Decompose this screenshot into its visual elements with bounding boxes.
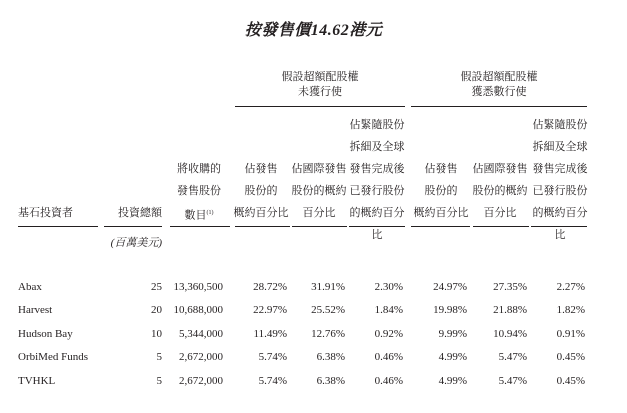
header-shares-line1: 將收購的 xyxy=(177,163,221,175)
header-line: 已發行股份 xyxy=(349,185,405,197)
header-line: 已發行股份 xyxy=(532,185,588,197)
cell-b1: 4.99% xyxy=(438,351,467,363)
cell-shares: 13,360,500 xyxy=(173,281,223,293)
cell-amount: 10 xyxy=(151,328,162,340)
header-rule xyxy=(411,226,470,227)
cell-a2: 6.38% xyxy=(316,375,345,387)
group-header-not-exercised xyxy=(235,70,405,100)
group-header-line1: 假設超額配股權 xyxy=(460,71,538,83)
cell-b1: 4.99% xyxy=(438,375,467,387)
header-line: 發售完成後 xyxy=(532,163,588,175)
cell-a2: 6.38% xyxy=(316,351,345,363)
cell-investor: TVHKL xyxy=(18,375,56,387)
cell-amount: 5 xyxy=(156,375,162,387)
cell-a1: 11.49% xyxy=(253,328,287,340)
cell-a3: 0.46% xyxy=(374,351,403,363)
group-header-line1: 假設超額配股權 xyxy=(281,71,359,83)
header-line: 概約百分比 xyxy=(233,207,289,219)
header-rule xyxy=(104,226,162,227)
header-shares-line3: 數目$^{(1)}$ xyxy=(184,209,214,222)
header-shares-line2: 發售股份 xyxy=(177,185,221,197)
header-rule xyxy=(473,226,529,227)
header-rule xyxy=(531,226,587,227)
header-line: 佔國際發售 xyxy=(291,163,347,175)
cell-a1: 5.74% xyxy=(258,375,287,387)
cell-a2: 31.91% xyxy=(311,281,345,293)
cell-a2: 12.76% xyxy=(311,328,345,340)
cell-shares: 2,672,000 xyxy=(179,351,223,363)
header-line: 股份的概約 xyxy=(291,185,347,197)
cell-investor: Harvest xyxy=(18,304,53,316)
header-rule xyxy=(292,226,347,227)
header-line: 拆細及全球 xyxy=(349,141,405,153)
cell-investor: Abax xyxy=(18,281,42,293)
header-line: 佔緊隨股份 xyxy=(532,119,588,131)
header-pct-offer-b xyxy=(412,158,470,224)
group-header-line2: 獲悉數行使 xyxy=(471,86,527,98)
header-line: 股份的 xyxy=(244,185,278,197)
group-rule-not-exercised xyxy=(235,106,405,107)
cell-a3: 1.84% xyxy=(374,304,403,316)
cell-b3: 0.91% xyxy=(556,328,585,340)
cell-amount: 25 xyxy=(151,281,162,293)
cell-investor: OrbiMed Funds xyxy=(18,351,88,363)
cell-a3: 2.30% xyxy=(374,281,403,293)
cell-b1: 9.99% xyxy=(438,328,467,340)
cell-shares: 10,688,000 xyxy=(173,304,223,316)
cell-b2: 10.94% xyxy=(493,328,527,340)
header-line: 股份的 xyxy=(424,185,458,197)
cell-b2: 21.88% xyxy=(493,304,527,316)
cell-b3: 2.27% xyxy=(556,281,585,293)
cell-shares: 2,672,000 xyxy=(179,375,223,387)
group-header-line2: 未獲行使 xyxy=(298,86,342,98)
header-line: 的概約百分比 xyxy=(349,207,405,241)
header-pct-offer-a xyxy=(232,158,290,224)
header-line: 股份的概約 xyxy=(472,185,528,197)
group-header-fully-exercised xyxy=(411,70,587,100)
group-rule-fully-exercised xyxy=(411,106,587,107)
cell-investor: Hudson Bay xyxy=(18,328,73,340)
header-line: 佔緊隨股份 xyxy=(349,119,405,131)
cell-a3: 0.92% xyxy=(374,328,403,340)
header-rule xyxy=(235,226,290,227)
cell-b1: 19.98% xyxy=(433,304,467,316)
cell-a1: 5.74% xyxy=(258,351,287,363)
header-rule xyxy=(349,226,405,227)
cell-b2: 27.35% xyxy=(493,281,527,293)
header-rule xyxy=(18,226,98,227)
cell-a1: 22.97% xyxy=(253,304,287,316)
header-line: 發售完成後 xyxy=(349,163,405,175)
footnote-marker: (1) xyxy=(206,210,214,216)
cell-shares: 5,344,000 xyxy=(179,328,223,340)
header-shares xyxy=(168,158,230,227)
header-rule xyxy=(170,226,230,227)
header-pct-intl-b xyxy=(470,158,530,224)
cell-a1: 28.72% xyxy=(253,281,287,293)
header-line: 佔發售 xyxy=(244,163,278,175)
cell-amount: 20 xyxy=(151,304,162,316)
cell-b1: 24.97% xyxy=(433,281,467,293)
cell-b2: 5.47% xyxy=(498,375,527,387)
header-line: 佔發售 xyxy=(424,163,458,175)
cell-a2: 25.52% xyxy=(311,304,345,316)
header-line: 百分比 xyxy=(302,207,336,219)
cell-b2: 5.47% xyxy=(498,351,527,363)
header-investor: 基石投資者 xyxy=(18,207,73,219)
cell-b3: 0.45% xyxy=(556,351,585,363)
header-amount: 投資總額 xyxy=(118,207,162,219)
header-line: 百分比 xyxy=(483,207,517,219)
cell-b3: 1.82% xyxy=(556,304,585,316)
header-line: 概約百分比 xyxy=(413,207,469,219)
table-title: 按發售價14.62港元 xyxy=(244,22,383,39)
cell-b3: 0.45% xyxy=(556,375,585,387)
header-line: 佔國際發售 xyxy=(472,163,528,175)
cell-amount: 5 xyxy=(156,351,162,363)
amount-unit: (百萬美元) xyxy=(110,237,162,249)
header-line: 的概約百分比 xyxy=(532,207,588,241)
cell-a3: 0.46% xyxy=(374,375,403,387)
header-pct-intl-a xyxy=(290,158,348,224)
header-line: 拆細及全球 xyxy=(532,141,588,153)
